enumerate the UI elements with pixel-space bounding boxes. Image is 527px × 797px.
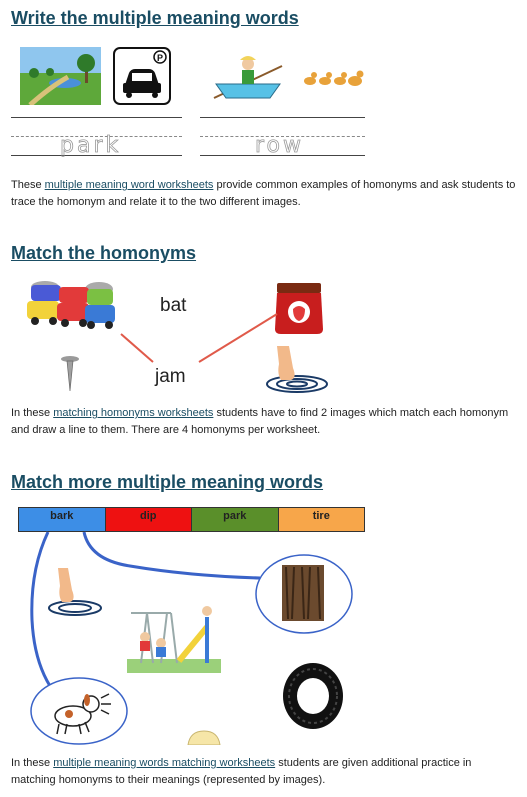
rowing-boat-image (212, 48, 284, 103)
category-bark: bark (19, 508, 106, 531)
park-landscape-image (20, 47, 101, 105)
barking-dog-image (29, 676, 129, 746)
section-heading-match-homonyms[interactable]: Match the homonyms (11, 243, 197, 263)
category-dip: dip (106, 508, 193, 531)
trace-word-park: park (60, 133, 122, 158)
dip-sauce-image (186, 729, 222, 745)
traffic-jam-image (25, 279, 117, 334)
homonym-word-jam: jam (155, 366, 186, 387)
tire-image (280, 661, 346, 731)
section-heading-write[interactable]: Write the multiple meaning words (11, 8, 299, 28)
svg-text:P: P (156, 53, 164, 63)
category-park: park (192, 508, 279, 531)
section-heading-match-more[interactable]: Match more multiple meaning words (11, 472, 324, 492)
trace-word-row: row (255, 133, 305, 158)
matching-homonyms-worksheets-link[interactable]: matching homonyms worksheets (53, 407, 214, 419)
category-tire: tire (279, 508, 365, 531)
dip-foot-image (46, 566, 104, 616)
section3-description: In these multiple meaning words matching worksheets students are given additional practice in matching homonyms to their meanings (represented by images). (11, 757, 472, 786)
nail-image (59, 355, 81, 392)
multiple-meaning-matching-worksheets-link[interactable]: multiple meaning words matching worksheets (53, 757, 276, 769)
category-bar (18, 507, 365, 532)
homonym-word-bat: bat (160, 295, 187, 316)
multiple-meaning-worksheets-link[interactable]: multiple meaning word worksheets (44, 179, 214, 191)
playground-image (127, 603, 221, 673)
ducks-in-row-image (303, 68, 365, 88)
tree-bark-image (254, 553, 354, 635)
section1-description: These multiple meaning word worksheets provide common examples of homonyms and ask students to trace the homonym and relate it to the two different images. (11, 179, 516, 208)
section2-description: In these matching homonyms worksheets students have to find 2 images which match each homonym and draw a line to them. There are 4 homonyms per worksheet. (11, 407, 509, 436)
parking-sign-image (113, 47, 171, 105)
match-lines (115, 310, 285, 390)
